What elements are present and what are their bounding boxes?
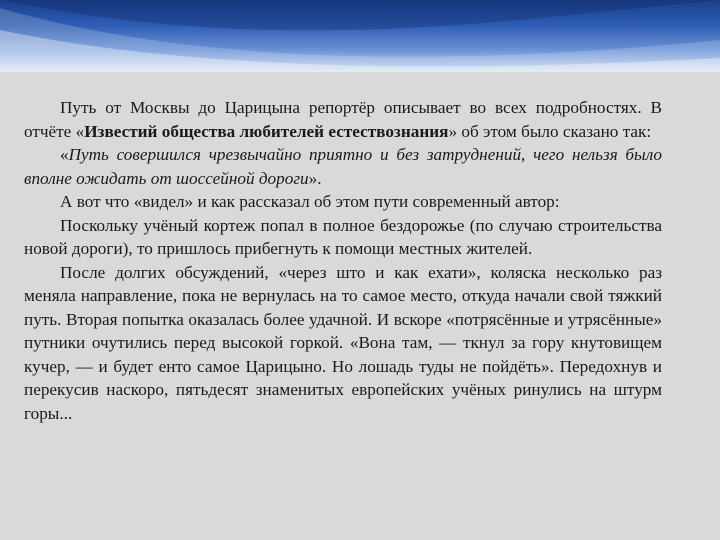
header-wave-decoration: [0, 0, 720, 72]
paragraph-1-text-start: Путь от Москвы до Царицына репортёр описывает во всех подробностях. В отчёте «: [24, 98, 662, 141]
paragraph-1-text-end: » об этом было сказано так:: [448, 121, 652, 141]
paragraph-3: А вот что «видел» и как рассказал об этом пути современный автор:: [60, 192, 560, 211]
paragraph-1: [24, 96, 662, 143]
paragraph-2-quote: [24, 143, 662, 190]
journal-title: Известий общества любителей естествознания: [84, 121, 449, 141]
slide-header-banner: [0, 0, 720, 72]
slide-body-text: [24, 96, 662, 425]
quote-open: «: [60, 145, 69, 164]
paragraph-5: После долгих обсуждений, «через што и как ехати», коляска несколько раз меняла направление, пока не вернулась на то самое место, откуда начали свой тяжкий путь. Вторая попытка оказалась более удачной. И вскоре «потрясённые и утрясённые» путники очутились перед высокой горкой. «Вона там, — ткнул за гору кнутовищем кучер, — и будет енто самое Царицыно. Но лошадь туды не пойдёть». Передохнув и перекусив наскоро, пятьдесят знаменитых европейских учёных ринулись на штурм горы...: [24, 262, 662, 423]
quote-close: ».: [308, 168, 322, 188]
paragraph-4: Поскольку учёный кортеж попал в полное бездорожье (по случаю строительства новой дороги), то пришлось прибегнуть к помощи местных жителей.: [24, 215, 662, 258]
quoted-report: Путь совершился чрезвычайно приятно и без затруднений, чего нельзя было вполне ожидать от шоссейной дороги: [24, 145, 662, 188]
